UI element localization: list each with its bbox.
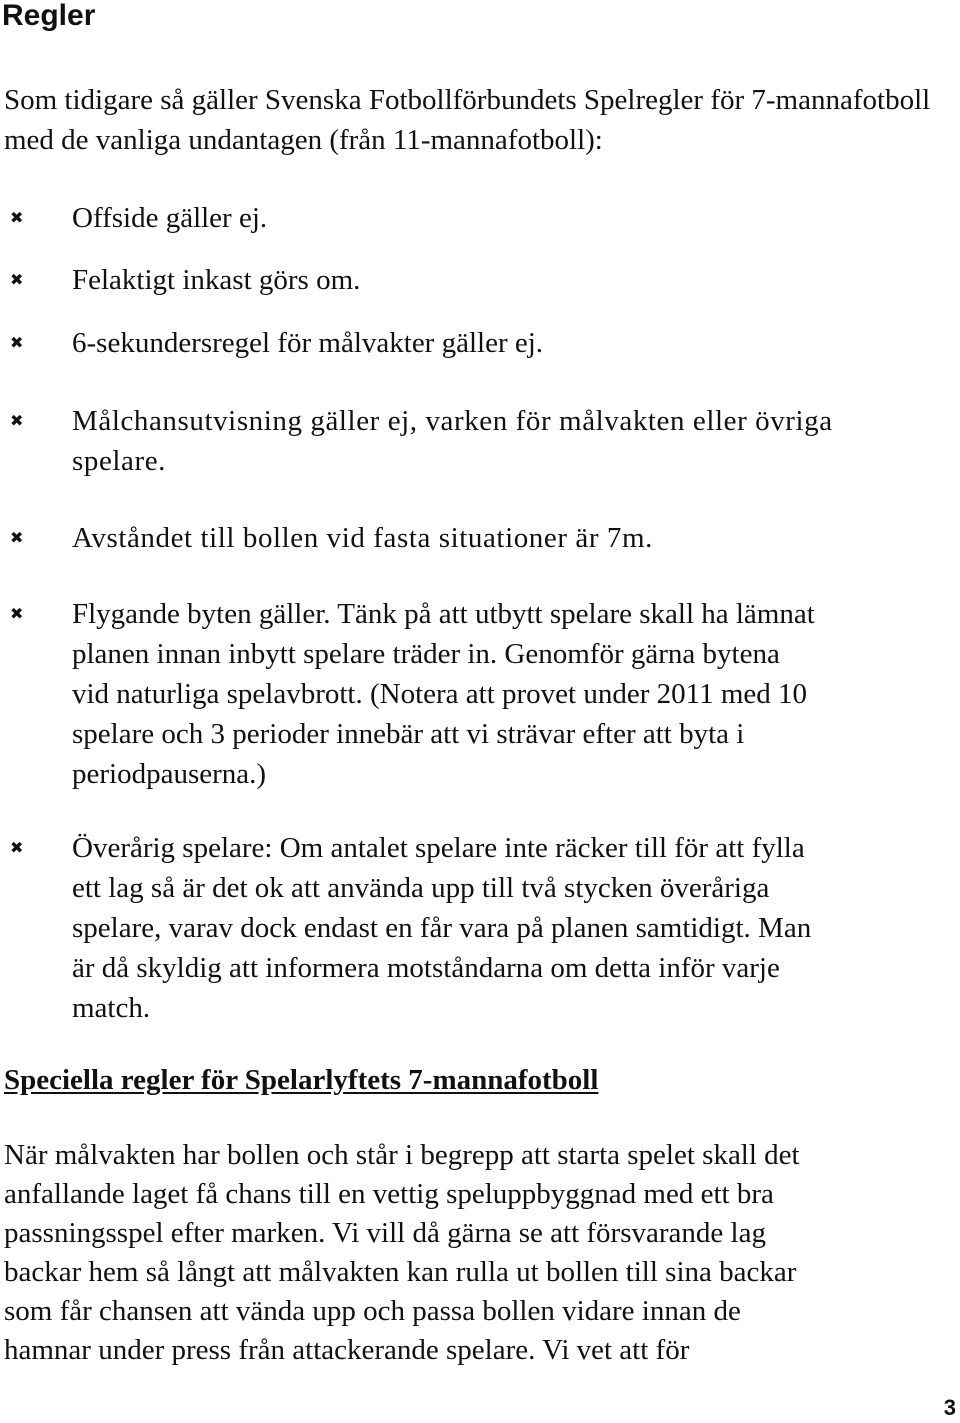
page-heading: Regler bbox=[2, 0, 96, 32]
rule-text bbox=[72, 323, 960, 363]
rule-text bbox=[72, 828, 960, 1028]
x-mark-icon: ✖ bbox=[10, 411, 24, 430]
paragraph-line: hamnar under press från attackerande spelare. Vi vet att för bbox=[4, 1334, 690, 1366]
rule-text bbox=[72, 260, 960, 300]
x-mark-icon: ✖ bbox=[10, 208, 24, 227]
paragraph-line: anfallande laget få chans till en vettig speluppbyggnad med ett bra bbox=[4, 1178, 774, 1210]
rule-line: vid naturliga spelavbrott. (Notera att provet under 2011 med 10 bbox=[72, 678, 807, 710]
x-mark-icon: ✖ bbox=[10, 604, 24, 623]
rule-line: Målchansutvisning gäller ej, varken för målvakten eller övriga bbox=[72, 405, 833, 437]
rule-line: periodpauserna.) bbox=[72, 758, 267, 790]
rule-line: 6-sekundersregel för målvakter gäller ej. bbox=[72, 327, 544, 359]
rule-text bbox=[72, 198, 960, 238]
rule-line: Flygande byten gäller. Tänk på att utbytt spelare skall ha lämnat bbox=[72, 598, 815, 630]
rule-line: Överårig spelare: Om antalet spelare inte räcker till för att fylla bbox=[72, 832, 805, 864]
page-number: 3 bbox=[943, 1395, 956, 1420]
rule-line: Avståndet till bollen vid fasta situationer är 7m. bbox=[72, 522, 653, 554]
rule-line: planen innan inbytt spelare träder in. Genomför gärna bytena bbox=[72, 638, 780, 670]
paragraph-line: passningsspel efter marken. Vi vill då gärna se att försvarande lag bbox=[4, 1217, 766, 1249]
rule-line: Felaktigt inkast görs om. bbox=[72, 264, 361, 296]
section-subheading: Speciella regler för Spelarlyftets 7-mannafotboll bbox=[4, 1064, 599, 1096]
rule-line: Offside gäller ej. bbox=[72, 202, 268, 234]
paragraph-line: som får chansen att vända upp och passa bollen vidare innan de bbox=[4, 1295, 741, 1327]
x-mark-icon: ✖ bbox=[10, 838, 24, 857]
rule-line: är då skyldig att informera motståndarna om detta inför varje bbox=[72, 952, 780, 984]
rule-line: match. bbox=[72, 992, 151, 1024]
x-mark-icon: ✖ bbox=[10, 270, 24, 289]
body-paragraph bbox=[4, 1136, 960, 1370]
rule-line: spelare. bbox=[72, 445, 167, 477]
rule-line: spelare, varav dock endast en får vara på planen samtidigt. Man bbox=[72, 912, 812, 944]
rule-line: ett lag så är det ok att använda upp till två stycken överåriga bbox=[72, 872, 770, 904]
rule-text bbox=[72, 594, 960, 794]
paragraph-line: När målvakten har bollen och står i begrepp att starta spelet skall det bbox=[4, 1139, 800, 1171]
x-mark-icon: ✖ bbox=[10, 333, 24, 352]
rule-text bbox=[72, 401, 960, 481]
rule-text bbox=[72, 518, 960, 558]
x-mark-icon: ✖ bbox=[10, 528, 24, 547]
paragraph-line: backar hem så långt att målvakten kan rulla ut bollen till sina backar bbox=[4, 1256, 797, 1288]
intro-paragraph: Som tidigare så gäller Svenska Fotbollförbundets Spelregler för 7-mannafotboll med de vanliga undantagen (från 11-mannafotboll): bbox=[4, 84, 931, 156]
rule-line: spelare och 3 perioder innebär att vi strävar efter att byta i bbox=[72, 718, 745, 750]
